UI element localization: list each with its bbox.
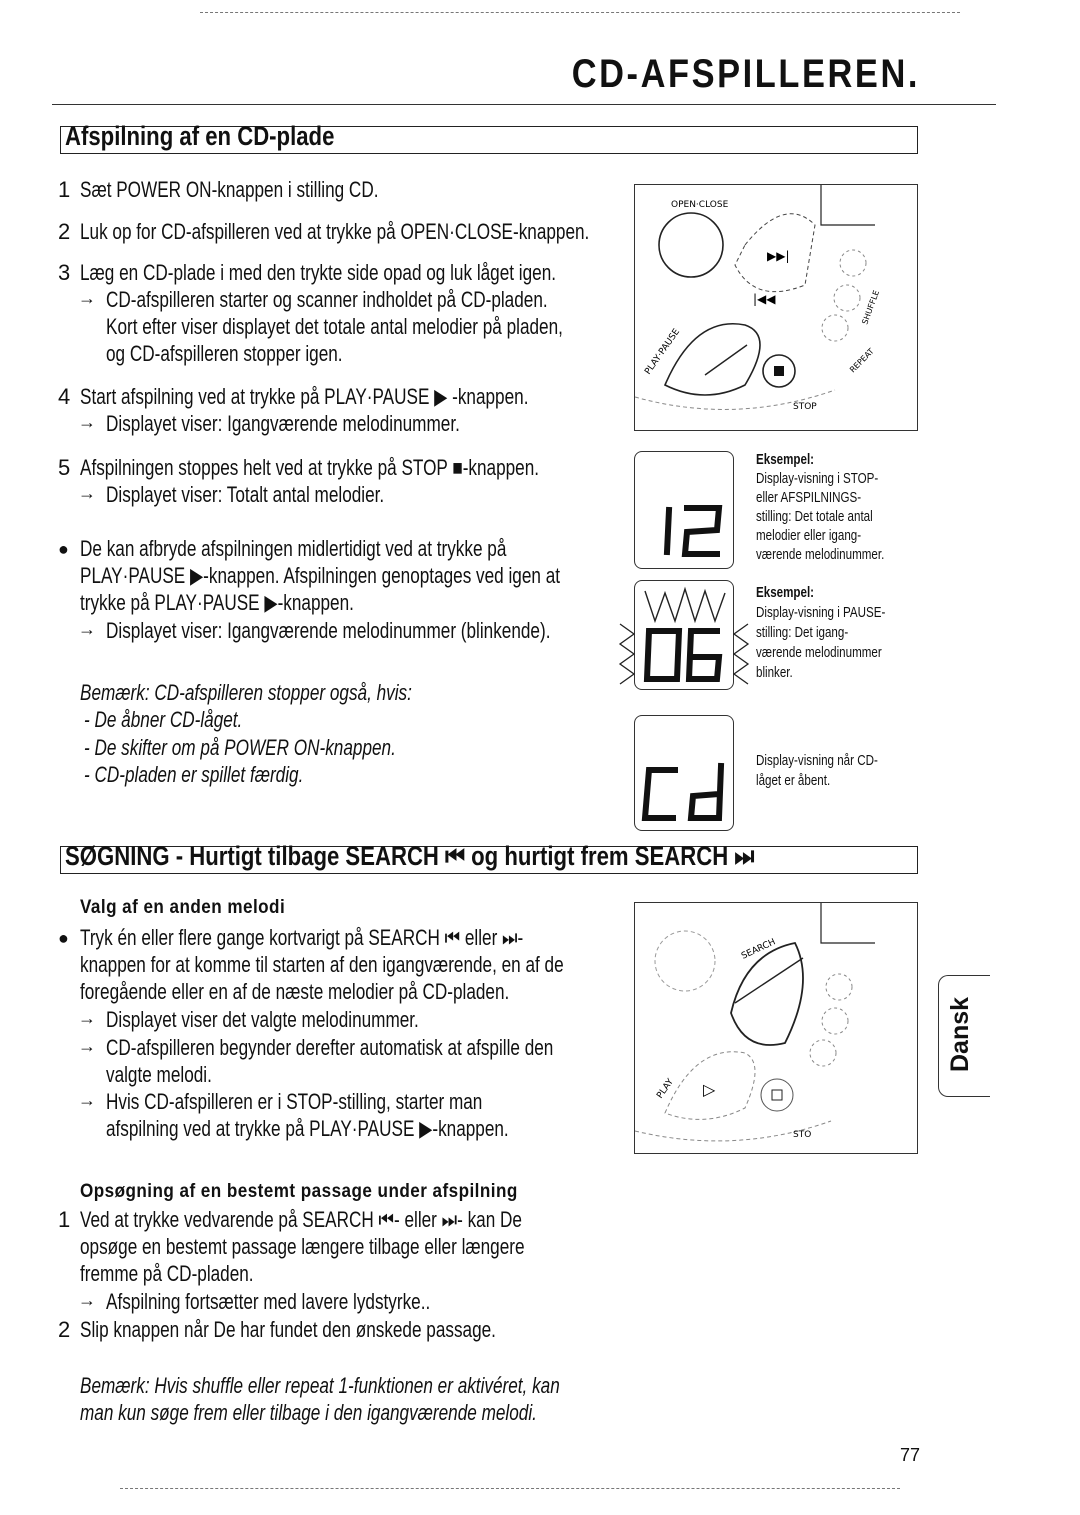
display-caption: Display-visning i PAUSE-: [756, 605, 886, 621]
step-number: 5: [58, 455, 71, 480]
display-caption: værende melodinummer: [756, 645, 882, 661]
step-number: 3: [58, 260, 71, 285]
search-label: SEARCH: [740, 937, 778, 962]
result-text: Displayet viser det valgte melodinummer.: [106, 1007, 419, 1032]
result-arrow: →: [78, 1290, 96, 1310]
step-text: opsøge en bestemt passage længere tilbage eller længere: [80, 1234, 525, 1259]
section-heading: Afspilning af en CD-plade: [65, 121, 335, 151]
step-number: 2: [58, 1317, 71, 1342]
step-text: og CD-afspilleren stopper igen.: [106, 341, 343, 366]
note-line: Bemærk: CD-afspilleren stopper også, hvis:: [80, 680, 412, 705]
step-text: Sæt POWER ON-knappen i stilling CD.: [80, 177, 379, 202]
result-arrow: →: [78, 483, 96, 503]
title-rule: [52, 104, 996, 105]
search-controls-drawing: [635, 903, 916, 1152]
display-caption: værende melodinummer.: [756, 547, 885, 563]
step-text: Læg en CD-plade i med den trykte side opad og luk låget igen.: [80, 260, 557, 285]
display-caption: eller AFSPILNINGS-: [756, 490, 862, 506]
step-number: 2: [58, 219, 71, 244]
stop-label: STO: [793, 1130, 812, 1140]
shuffle-label: SHUFFLE: [860, 289, 882, 326]
bullet-text: PLAY·PAUSE ▶-knappen. Afspilningen genoptages ved igen at: [80, 563, 561, 588]
note-line: - De skifter om på POWER ON-knappen.: [84, 735, 396, 760]
display-caption: blinker.: [756, 665, 793, 681]
repeat-label: REPEAT: [848, 346, 876, 375]
result-arrow: →: [78, 619, 96, 639]
cd-player-illustration: [634, 184, 918, 431]
bullet-text: knappen for at komme til starten af den igangværende, en af de: [80, 952, 564, 977]
lcd-digits-cd: [635, 716, 732, 829]
lcd-digits-06: [635, 581, 732, 688]
page-number: 77: [900, 1445, 921, 1465]
result-text: CD-afspilleren begynder derefter automatisk at afspille den: [106, 1035, 554, 1060]
play-label: PLAY: [655, 1077, 676, 1101]
bullet-dot: ●: [58, 539, 69, 559]
svg-text:|◀◀: |◀◀: [753, 292, 776, 306]
top-scan-artifact: [200, 12, 960, 13]
step-text: CD-afspilleren starter og scanner indholdet på CD-pladen.: [106, 287, 548, 312]
note-line: - De åbner CD-låget.: [84, 707, 243, 732]
section-heading-box: [60, 121, 918, 154]
play-pause-label: PLAY·PAUSE: [643, 327, 683, 377]
language-tab-label: Dansk: [946, 996, 974, 1072]
display-caption-title: Eksempel:: [756, 452, 815, 468]
step-text: fremme på CD-pladen.: [80, 1261, 254, 1286]
step-text: Afspilning fortsætter med lavere lydstyrke..: [106, 1289, 431, 1314]
step-text: Kort efter viser displayet det totale antal melodier på pladen,: [106, 314, 563, 339]
subheading: Opsøgning af en bestemt passage under afspilning: [80, 1181, 518, 1202]
lcd-display-pause: [634, 580, 734, 690]
bullet-text: Tryk én eller flere gange kortvarigt på SEARCH ⏮ eller ⏭-: [80, 925, 524, 950]
step-text: Luk op for CD-afspilleren ved at trykke på OPEN·CLOSE-knappen.: [80, 219, 590, 244]
subheading: Valg af en anden melodi: [80, 897, 286, 918]
result-text: valgte melodi.: [106, 1062, 212, 1087]
svg-text:▶▶|: ▶▶|: [767, 249, 790, 263]
note-line: - CD-pladen er spillet færdig.: [84, 762, 304, 787]
lcd-display-stop: [634, 451, 734, 569]
bullet-text: De kan afbryde afspilningen midlertidigt ved at trykke på: [80, 536, 507, 561]
result-arrow: →: [78, 1036, 96, 1056]
display-caption: stilling: Det totale antal: [756, 509, 873, 525]
display-caption: Display-visning i STOP-: [756, 471, 879, 487]
step-text: Displayet viser: Igangværende melodinummer.: [106, 411, 460, 436]
section-heading: SØGNING - Hurtigt tilbage SEARCH ⏮ og hurtigt frem SEARCH ⏭: [65, 841, 755, 871]
result-arrow: →: [78, 1090, 96, 1110]
display-caption: Display-visning når CD-: [756, 753, 878, 769]
bullet-text: trykke på PLAY·PAUSE ▶-knappen.: [80, 590, 354, 615]
display-caption: melodier eller igang-: [756, 528, 862, 544]
step-text: Start afspilning ved at trykke på PLAY·PAUSE ▶ -knappen.: [80, 384, 529, 409]
blink-zigzag: [618, 622, 636, 688]
step-text: Slip knappen når De har fundet den ønskede passage.: [80, 1317, 496, 1342]
open-close-label: OPEN·CLOSE: [671, 200, 729, 210]
bottom-scan-artifact: [120, 1488, 900, 1489]
result-arrow: →: [78, 288, 96, 308]
bullet-text: foregående eller en af de næste melodier på CD-pladen.: [80, 979, 510, 1004]
stop-label: STOP: [793, 402, 817, 412]
section-heading-box: [60, 841, 918, 874]
bullet-dot: ●: [58, 928, 69, 948]
note-line: man kun søge frem eller tilbage i den igangværende melodi.: [80, 1400, 537, 1425]
step-text: Displayet viser: Totalt antal melodier.: [106, 482, 385, 507]
step-text: Afspilningen stoppes helt ved at trykke på STOP ■-knappen.: [80, 455, 540, 480]
page-title: CD-AFSPILLEREN.: [571, 52, 920, 96]
note-line: Bemærk: Hvis shuffle eller repeat 1-funktionen er aktivéret, kan: [80, 1373, 560, 1398]
step-number: 1: [58, 1207, 71, 1232]
step-number: 1: [58, 177, 71, 202]
result-arrow: →: [78, 1008, 96, 1028]
lcd-display-open: [634, 715, 734, 831]
bullet-result: Displayet viser: Igangværende melodinummer (blinkende).: [106, 618, 551, 643]
display-caption-title: Eksempel:: [756, 585, 815, 601]
display-caption: låget er åbent.: [756, 773, 831, 789]
result-text: Hvis CD-afspilleren er i STOP-stilling, starter man: [106, 1089, 483, 1114]
display-caption: stilling: Det igang-: [756, 625, 849, 641]
cd-search-illustration: [634, 902, 918, 1154]
svg-text:▷: ▷: [703, 1080, 716, 1099]
step-number: 4: [58, 384, 71, 409]
cd-controls-drawing: [635, 185, 916, 429]
step-text: Ved at trykke vedvarende på SEARCH ⏮- eller ⏭- kan De: [80, 1207, 522, 1232]
lcd-digits-12: [635, 452, 732, 567]
result-arrow: →: [78, 412, 96, 432]
blink-zigzag: [732, 622, 750, 688]
result-text: afspilning ved at trykke på PLAY·PAUSE ▶-knappen.: [106, 1116, 509, 1141]
